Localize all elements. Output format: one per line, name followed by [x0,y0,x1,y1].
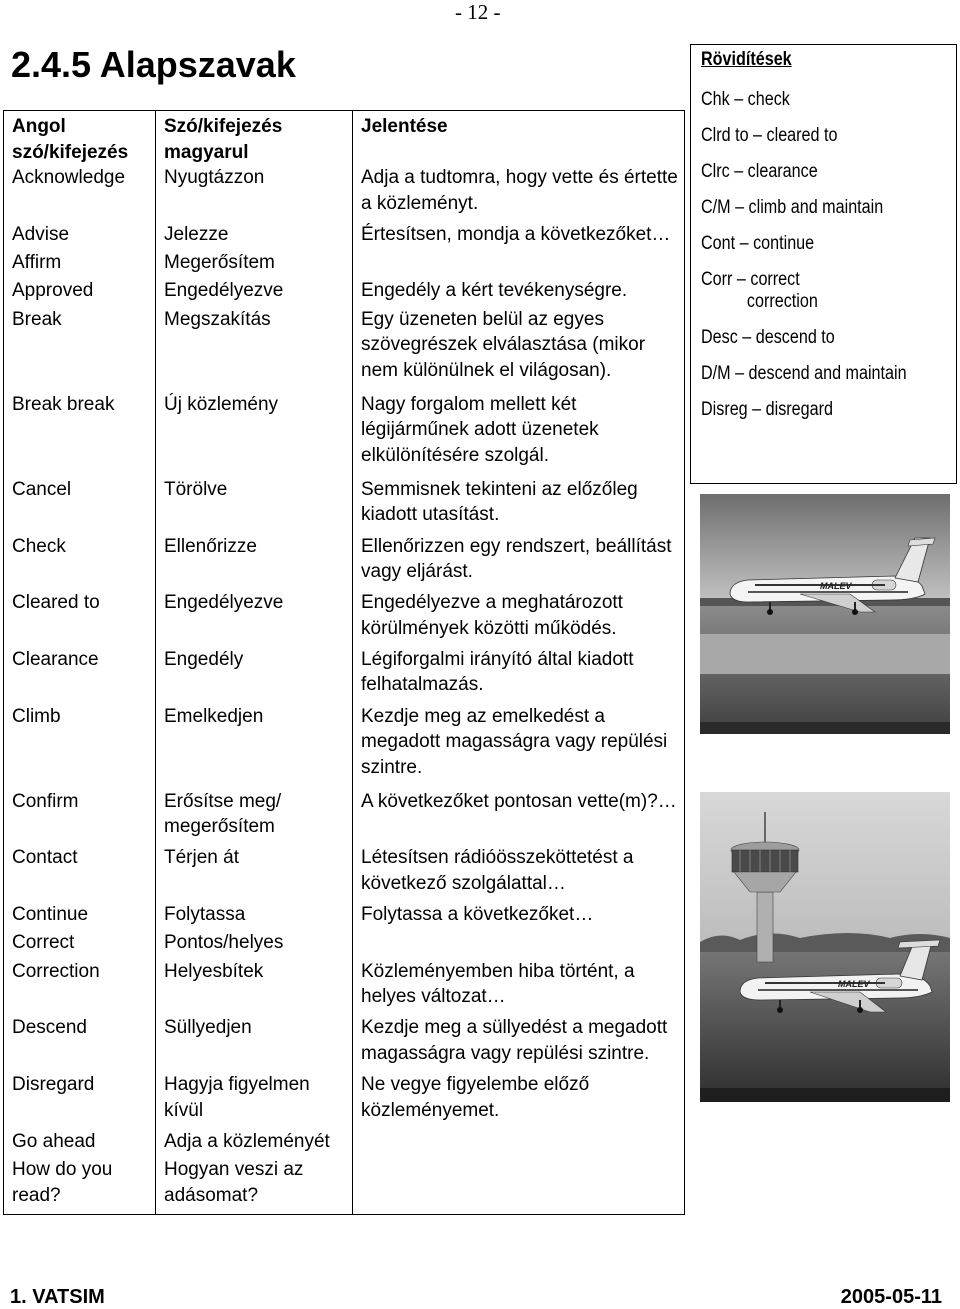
abbreviation-dash: – [729,161,748,182]
term-english: Go ahead [12,1130,96,1152]
abbreviation-dash: – [737,327,756,348]
abbreviation-item [701,363,918,385]
term-meaning: A következőket pontosan vette(m)?… [353,789,685,846]
term-english: Break break [12,393,115,415]
abbreviation-item [701,125,918,147]
abbreviation-item [701,161,918,183]
table-row [4,1129,685,1157]
term-english: Check [12,535,66,557]
term-english: Advise [12,223,70,245]
term-meaning: Folytassa a következőket… [353,902,685,930]
table-row [4,1072,685,1129]
term-english: Break [12,308,62,330]
term-hungarian: Megerősítem [156,250,353,278]
abbreviation-code: Cont [701,233,736,254]
term-hungarian: Folytassa [156,902,353,930]
term-meaning [353,1129,685,1157]
table-row [4,789,685,846]
term-english: Approved [12,280,94,302]
abbreviation-meaning: descend to [755,327,835,348]
table-row [4,590,685,647]
aircraft-photo-tower [700,792,950,1102]
abbreviation-code: Disreg [701,399,748,420]
table-row [4,959,685,1016]
term-hungarian: Térjen át [156,845,353,902]
table-row [4,165,685,222]
abbreviation-meaning-alt: correction [746,291,818,312]
term-english: Acknowledge [12,167,126,188]
abbreviation-dash: – [730,363,749,384]
term-meaning: Közleményemben hiba történt, a helyes változat… [353,959,685,1016]
term-meaning: Ne vegye figyelembe előző közleményemet. [353,1072,685,1129]
abbreviation-code: D/M [701,363,731,384]
term-meaning: Engedélyezve a meghatározott körülmények közötti működés. [353,590,685,647]
term-hungarian: Emelkedjen [156,704,353,789]
abbreviations-title: Rövidítések [701,49,792,70]
term-meaning: Nagy forgalom mellett két légijárműnek adott üzenetek elkülönítésére szolgál. [353,392,685,477]
abbreviation-item [701,269,918,313]
table-header-row [4,111,685,166]
abbreviation-code: Chk [701,89,730,110]
abbreviation-item [701,399,918,421]
term-english: Affirm [12,252,62,274]
abbreviation-item [701,233,918,255]
term-english: Contact [12,847,78,869]
term-english: Climb [12,705,61,727]
abbreviation-meaning: descend and maintain [748,363,907,384]
term-english: Descend [12,1017,87,1039]
vocabulary-table [3,110,685,1215]
term-meaning: Létesítsen rádióösszeköttetést a következő szolgálattal… [353,845,685,902]
abbreviation-item [701,89,918,111]
term-hungarian: Süllyedjen [156,1015,353,1072]
term-hungarian: Pontos/helyes [156,930,353,958]
term-english: Confirm [12,790,79,812]
table-row [4,222,685,250]
table-row [4,250,685,278]
term-hungarian: Hogyan veszi az adásomat? [156,1157,353,1214]
abbreviation-code: Corr [701,269,733,290]
abbreviation-dash: – [729,89,748,110]
abbreviation-meaning: clearance [747,161,818,182]
term-hungarian: Nyugtázzon [156,165,353,222]
aircraft-photo-crj [700,494,950,734]
table-row [4,534,685,591]
term-hungarian: Ellenőrizze [156,534,353,591]
term-english: Disregard [12,1074,95,1096]
abbreviations-box [690,44,957,484]
term-meaning [353,930,685,958]
term-meaning: Adja a tudtomra, hogy vette és értette a közleményt. [353,165,685,222]
term-meaning: Engedély a kért tevékenységre. [353,278,685,306]
table-row [4,845,685,902]
abbreviations-list [691,89,956,421]
abbreviation-code: Clrc [701,161,730,182]
term-english: Cleared to [12,592,100,614]
term-meaning: Kezdje meg a süllyedést a megadott magasságra vagy repülési szintre. [353,1015,685,1072]
term-meaning: Semmisnek tekinteni az előzőleg kiadott utasítást. [353,477,685,534]
term-meaning: Légiforgalmi irányító által kiadott felhatalmazás. [353,647,685,704]
abbreviation-dash: – [735,233,754,254]
table-row [4,307,685,392]
term-english: Correction [12,960,100,982]
abbreviation-code: Desc [701,327,738,348]
abbreviation-code: C/M [701,197,731,218]
abbreviation-meaning: cleared to [766,125,838,146]
abbreviation-dash: – [730,197,749,218]
term-meaning [353,250,685,278]
term-meaning: Egy üzeneten belül az egyes szövegrészek elválasztása (mikor nem különülnek el világosan). [353,307,685,392]
abbreviation-meaning: check [747,89,790,110]
header-meaning: Jelentése [353,111,685,166]
abbreviation-meaning: climb and maintain [748,197,884,218]
term-meaning: Értesítsen, mondja a következőket… [353,222,685,250]
term-meaning: Ellenőrizzen egy rendszert, beállítást vagy eljárást. [353,534,685,591]
term-english: Cancel [12,478,72,500]
abbreviation-dash: – [748,125,767,146]
term-english: Clearance [12,648,99,670]
term-english: Continue [12,903,89,925]
footer-left: 1. VATSIM [10,1286,105,1308]
abbreviation-item [701,327,918,349]
term-english: How do you read? [12,1159,113,1206]
term-hungarian: Erősítse meg/ megerősítem [156,789,353,846]
abbreviation-meaning: disregard [765,399,833,420]
term-hungarian: Engedély [156,647,353,704]
term-hungarian: Engedélyezve [156,278,353,306]
term-hungarian: Új közlemény [156,392,353,477]
photo1-logo: MALEV [820,581,852,591]
abbreviation-dash: – [747,399,766,420]
term-hungarian: Megszakítás [156,307,353,392]
term-meaning: Kezdje meg az emelkedést a megadott magasságra vagy repülési szintre. [353,704,685,789]
table-row [4,477,685,534]
table-row [4,1015,685,1072]
photo2-logo: MALEV [838,979,870,989]
table-row [4,704,685,789]
term-hungarian: Adja a közleményét [156,1129,353,1157]
abbreviation-item [701,197,918,219]
footer-date: 2005-05-11 [840,1286,942,1308]
vocabulary-table-body [4,165,685,1215]
term-hungarian: Helyesbítek [156,959,353,1016]
abbreviation-dash: – [732,269,751,290]
term-hungarian: Hagyja figyelmen kívül [156,1072,353,1129]
page-number: - 12 - [455,0,501,24]
abbreviation-meaning: continue [753,233,815,254]
table-row [4,278,685,306]
table-row [4,647,685,704]
term-english: Correct [12,932,75,954]
term-hungarian: Törölve [156,477,353,534]
abbreviation-code: Clrd to [701,125,749,146]
table-row [4,930,685,958]
abbreviation-meaning: correct [750,269,800,290]
table-row [4,902,685,930]
term-hungarian: Jelezze [156,222,353,250]
header-hungarian: Szó/kifejezés magyarul [156,111,353,166]
table-row [4,392,685,477]
section-title: 2.4.5 Alapszavak [11,44,296,85]
header-english: Angol szó/kifejezés [12,116,129,163]
term-meaning [353,1157,685,1214]
term-hungarian: Engedélyezve [156,590,353,647]
table-row [4,1157,685,1214]
